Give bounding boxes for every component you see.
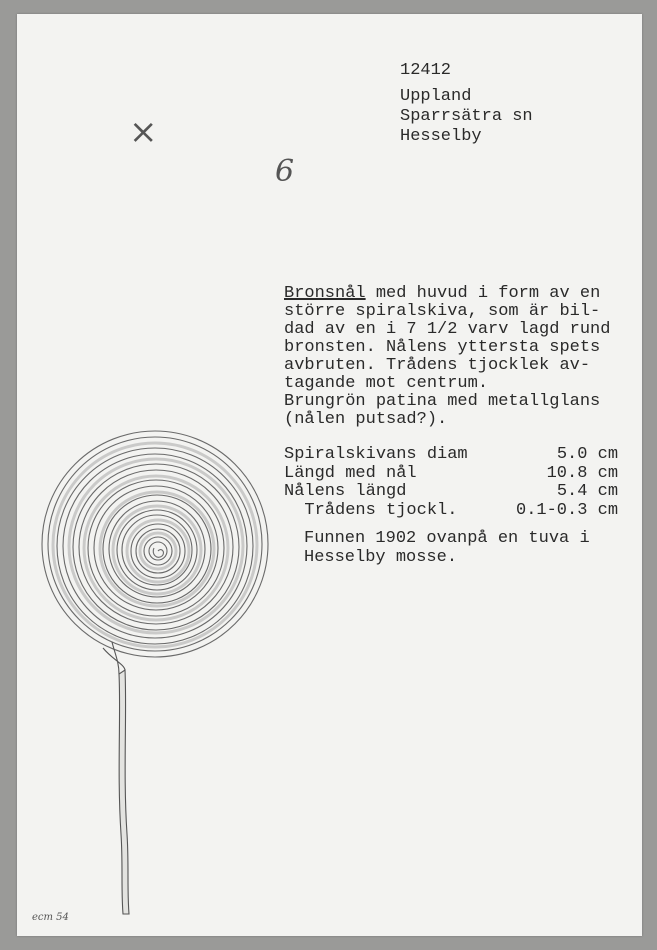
find-note-line-1: Funnen 1902 ovanpå en tuva i: [304, 529, 590, 548]
drawing-code: ecm 54: [32, 912, 69, 923]
description-line-7: Brungrön patina med metallglans: [284, 392, 601, 411]
catalog-number: 12412: [400, 61, 452, 80]
site: Hesselby: [400, 127, 482, 146]
measurement-label: Spiralskivans diam: [284, 445, 468, 464]
parish: Sparrsätra sn: [400, 107, 533, 126]
find-note-line-2: Hesselby mosse.: [304, 548, 458, 567]
catalog-card: [17, 14, 642, 936]
province: Uppland: [400, 87, 472, 106]
description-line-3: dad av en i 7 1/2 varv lagd rund: [284, 320, 611, 339]
handwritten-number: 6: [275, 154, 295, 189]
cross-mark: ×: [129, 112, 158, 152]
measurement-label: Längd med nål: [284, 463, 417, 483]
spiral-to-shaft-joint: [103, 642, 125, 674]
description-line-2: större spiralskiva, som är bil-: [284, 302, 601, 321]
bronze-pin-drawing: [17, 14, 642, 936]
description-line-6: tagande mot centrum.: [284, 374, 489, 393]
description-line-1: Bronsnål med huvud i form av en: [284, 284, 601, 303]
description-line-4: bronsten. Nålens yttersta spets: [284, 338, 601, 357]
measurement-label: Nålens längd: [284, 482, 407, 501]
description-line-5: avbruten. Trådens tjocklek av-: [284, 356, 591, 375]
measurement-value: 5.4 cm: [556, 482, 619, 501]
object-name: Bronsnål: [284, 284, 366, 303]
measurement-value: 0.1-0.3 cm: [516, 500, 619, 520]
pin-shaft: [119, 670, 129, 914]
measurement-value: 5.0 cm: [556, 445, 619, 464]
description-line-8: (nålen putsad?).: [284, 410, 448, 429]
measurement-value: 10.8 cm: [546, 463, 619, 483]
measurement-label: Trådens tjockl.: [284, 500, 458, 520]
